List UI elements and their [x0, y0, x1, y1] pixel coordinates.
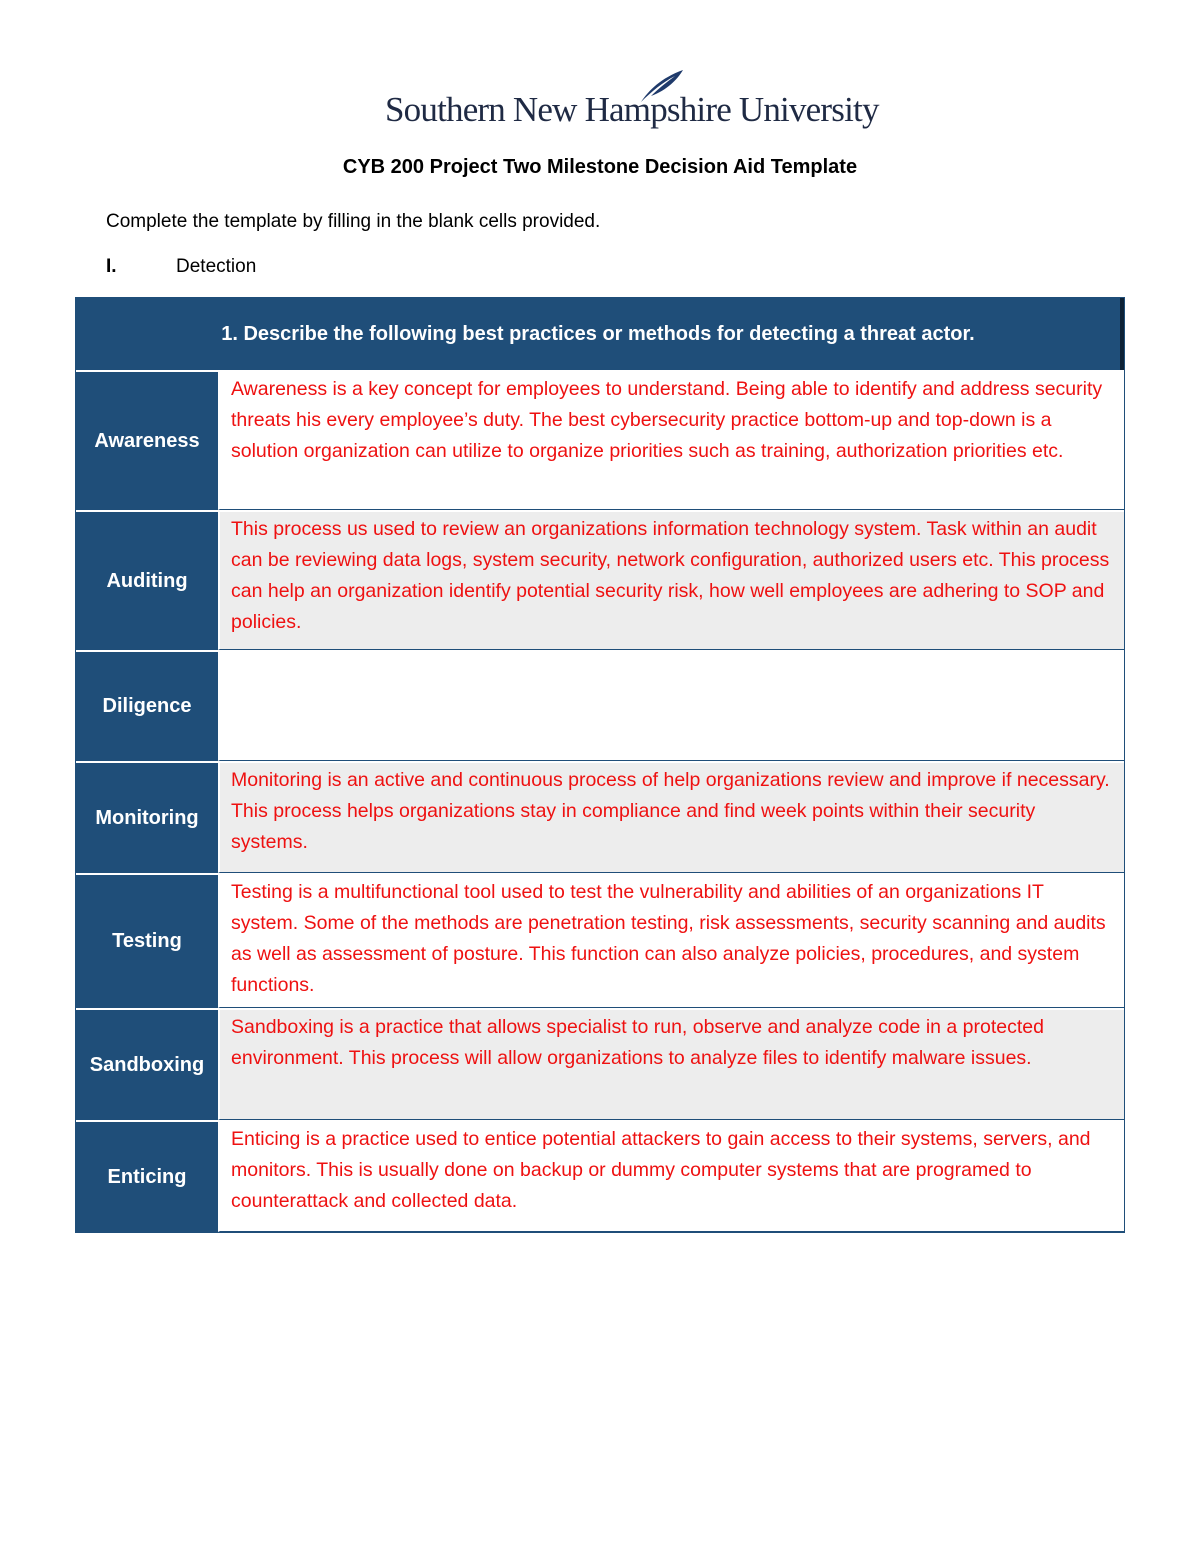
answer-cell-testing[interactable]: Testing is a multifunctional tool used to test the vulnerability and abilities of an organizations IT system. Some of the methods are penetration testing, risk assessments, security scanning and audits as well as assessment of posture. This function can also analyze policies, procedures, and system functions. [218, 875, 1124, 1008]
table-header: 1. Describe the following best practices or methods for detecting a threat actor. [76, 298, 1124, 370]
page-title: CYB 200 Project Two Milestone Decision Aid Template [342, 156, 858, 178]
table-row [76, 370, 1124, 510]
table-row [76, 1120, 1124, 1232]
table-row [76, 650, 1124, 761]
section-label: Detection [176, 256, 257, 277]
answer-cell-monitoring[interactable]: Monitoring is an active and continuous process of help organizations review and improve if necessary. This process helps organizations stay in compliance and find week points within their security systems. [218, 763, 1124, 873]
table-row [76, 873, 1124, 1008]
row-label-diligence: Diligence [76, 652, 218, 761]
row-label-auditing: Auditing [76, 512, 218, 650]
row-label-enticing: Enticing [76, 1122, 218, 1232]
answer-cell-auditing[interactable]: This process us used to review an organizations information technology system. Task within an audit can be reviewing data logs, system security, network configuration, authorized users etc. This process can help an organization identify potential security risk, how well employees are adhering to SOP and policies. [218, 512, 1124, 650]
section-number: I. [106, 256, 117, 277]
university-logo [385, 68, 879, 138]
decision-aid-table [75, 297, 1125, 1233]
answer-cell-diligence[interactable] [218, 652, 1124, 761]
section-heading [106, 256, 256, 278]
answer-cell-awareness[interactable]: Awareness is a key concept for employees to understand. Being able to identify and address security threats his every employee’s duty. The best cybersecurity practice bottom-up and top-down is a solution organization can utilize to organize priorities such as training, authorization priorities etc. [218, 372, 1124, 510]
instructions-text: Complete the template by filling in the blank cells provided. [106, 211, 601, 232]
row-label-sandboxing: Sandboxing [76, 1010, 218, 1120]
row-label-testing: Testing [76, 875, 218, 1008]
row-label-awareness: Awareness [76, 372, 218, 510]
logo-wordmark: Southern New Hampshire University [385, 90, 879, 129]
answer-cell-sandboxing[interactable]: Sandboxing is a practice that allows specialist to run, observe and analyze code in a protected environment. This process will allow organizations to analyze files to identify malware issues. [218, 1010, 1124, 1120]
table-row [76, 1008, 1124, 1120]
table-row [76, 761, 1124, 873]
table-row [76, 510, 1124, 650]
row-label-monitoring: Monitoring [76, 763, 218, 873]
answer-cell-enticing[interactable]: Enticing is a practice used to entice potential attackers to gain access to their systems, servers, and monitors. This is usually done on backup or dummy computer systems that are programed to counterattack and collected data. [218, 1122, 1124, 1232]
